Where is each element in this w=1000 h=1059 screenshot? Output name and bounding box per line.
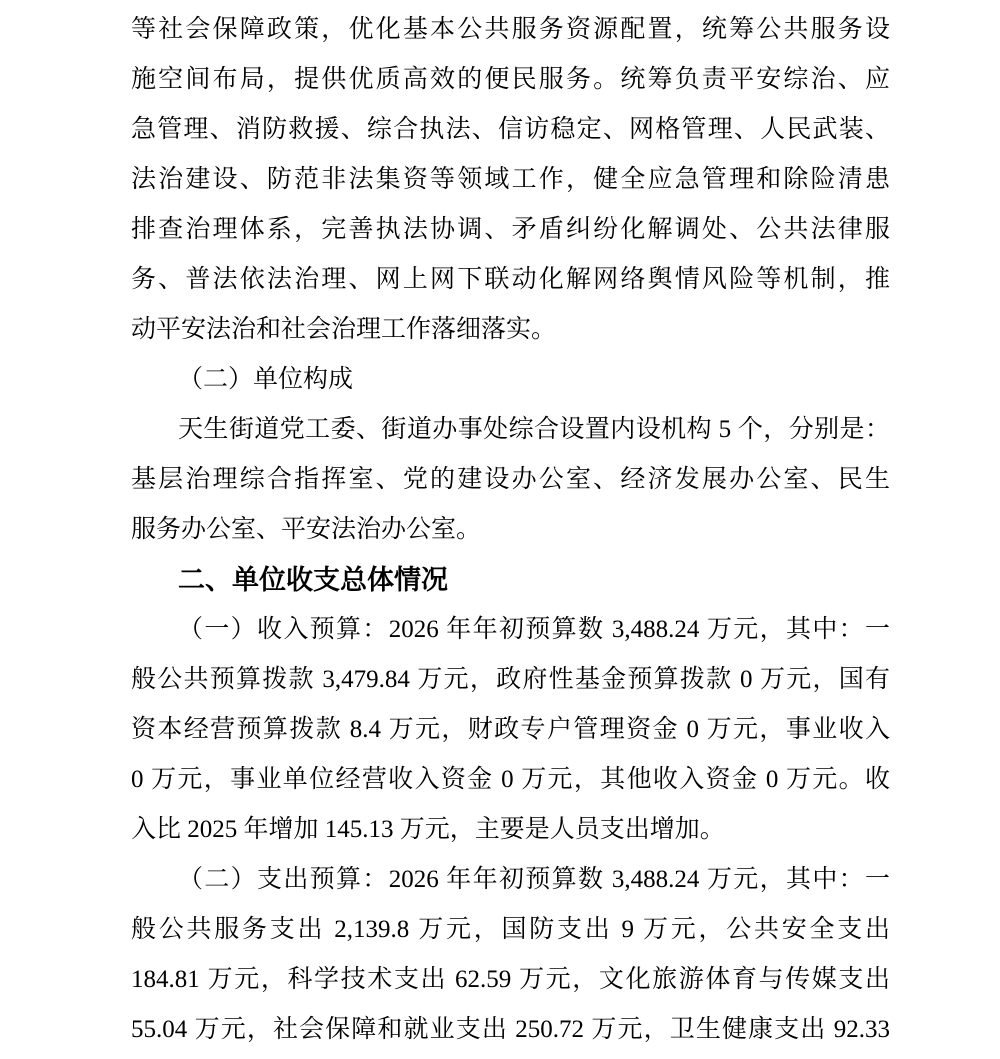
text-line: 动平安法治和社会治理工作落细落实。 [131,316,557,343]
text-line: 服务办公室、平安法治办公室。 [131,516,482,543]
text-line: 般公共预算拨款 3,479.84 万元，政府性基金预算拨款 0 万元，国有 [131,666,890,693]
text-line: 急管理、消防救援、综合执法、信访稳定、网格管理、人民武装、 [131,116,890,143]
text-line: （二）单位构成 [178,366,354,393]
text-line: 等社会保障政策，优化基本公共服务资源配置，统筹公共服务设 [131,16,890,43]
heading-unit-composition [131,355,890,405]
text-line: 天生街道党工委、街道办事处综合设置内设机构 5 个，分别是： [178,416,890,443]
text-line: （一）收入预算：2026 年年初预算数 3,488.24 万元，其中：一 [178,616,890,643]
duties-description-continued [131,5,890,355]
text-line: 入比 2025 年增加 145.13 万元，主要是人员支出增加。 [131,816,725,843]
unit-composition-paragraph [131,405,890,555]
text-line: 法治建设、防范非法集资等领域工作，健全应急管理和除险清患 [131,166,890,193]
text-line: 施空间布局，提供优质高效的便民服务。统筹负责平安综治、应 [131,66,890,93]
text-line: 55.04 万元，社会保障和就业支出 250.72 万元，卫生健康支出 92.33 [131,1016,890,1043]
text-line: 般公共服务支出 2,139.8 万元，国防支出 9 万元，公共安全支出 [131,916,890,943]
income-budget-paragraph [131,605,890,855]
text-line: 二、单位收支总体情况 [178,565,448,595]
heading-budget-overview [131,555,890,605]
document-page [131,5,890,1055]
document-body [131,5,890,1055]
text-line: 务、普法依法治理、网上网下联动化解网络舆情风险等机制，推 [131,266,890,293]
text-line: 基层治理综合指挥室、党的建设办公室、经济发展办公室、民生 [131,466,890,493]
text-line: （二）支出预算：2026 年年初预算数 3,488.24 万元，其中：一 [178,866,890,893]
expenditure-budget-paragraph [131,855,890,1055]
text-line: 184.81 万元，科学技术支出 62.59 万元，文化旅游体育与传媒支出 [131,966,890,993]
text-line: 资本经营预算拨款 8.4 万元，财政专户管理资金 0 万元，事业收入 [131,716,890,743]
text-line: 0 万元，事业单位经营收入资金 0 万元，其他收入资金 0 万元。收 [131,766,890,793]
text-line: 排查治理体系，完善执法协调、矛盾纠纷化解调处、公共法律服 [131,216,890,243]
